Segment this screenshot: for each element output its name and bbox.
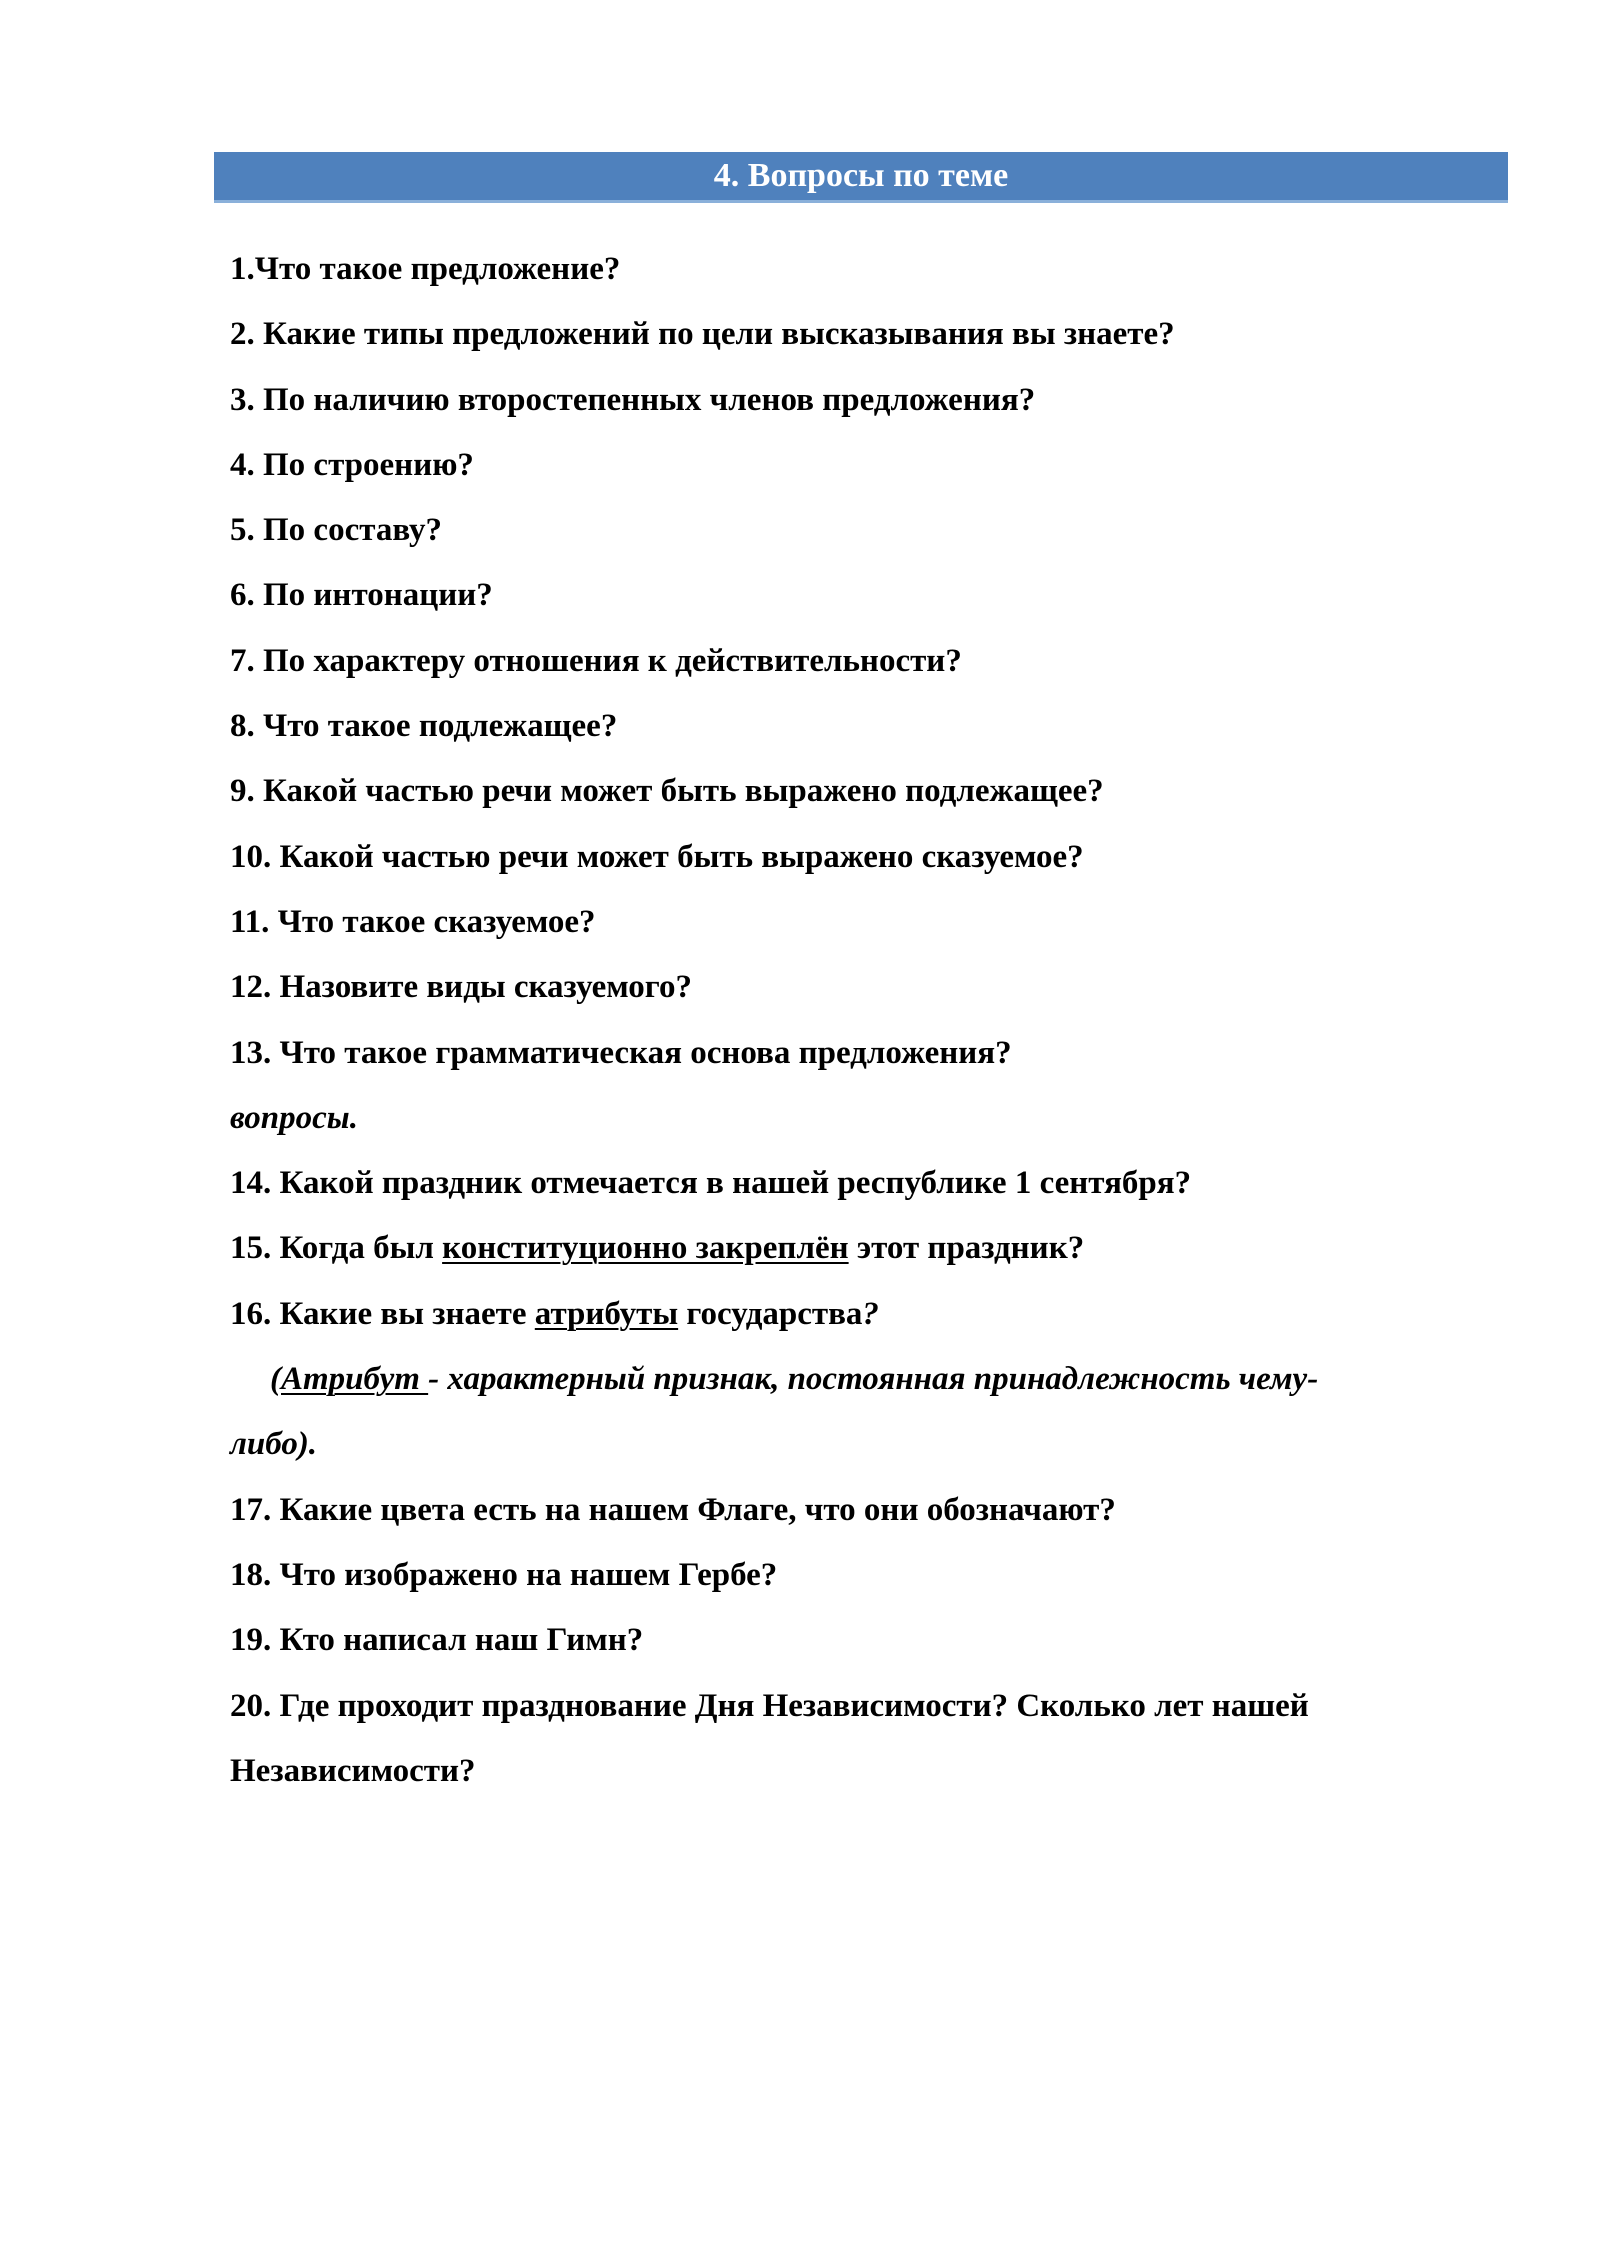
question-16-mark: ? [862,1295,879,1332]
question-13: 13. Что такое грамматическая основа предложения? [230,1034,1012,1071]
section-header-bar [214,152,1508,203]
question-20-line-1: 20. Где проходит празднование Дня Независимости? Сколько лет нашей [230,1687,1309,1724]
question-16 [230,1282,1510,1347]
question-16-middle: государства [678,1295,863,1332]
question-4: 4. По строению? [230,446,474,483]
question-1: 1.Что такое предложение? [230,251,621,287]
definition-text: - характерный признак, постоянная принадлежность чему- [428,1361,1319,1398]
definition-term: Атрибут [281,1361,429,1398]
question-17: 17. Какие цвета есть на нашем Флаге, что они обозначают? [230,1491,1116,1528]
questions-list [230,237,1510,1804]
question-20-line-2: Независимости? [230,1752,476,1789]
question-5: 5. По составу? [230,512,443,549]
question-16-underlined: атрибуты [534,1295,679,1332]
definition-open: ( [270,1361,281,1398]
question-11: 11. Что такое сказуемое? [230,903,596,940]
question-3: 3. По наличию второстепенных членов предложения? [230,381,1036,418]
question-15-end: этот праздник? [848,1230,1085,1267]
question-2: 2. Какие типы предложений по цели высказывания вы знаете? [230,316,1175,353]
question-14: 14. Какой праздник отмечается в нашей республике 1 сентября? [230,1165,1192,1202]
section-title: 4. Вопросы по теме [713,157,1009,194]
definition-line-1 [230,1347,1510,1412]
question-9: 9. Какой частью речи может быть выражено подлежащее? [230,773,1104,810]
definition-line-2: либо). [230,1426,318,1463]
question-6: 6. По интонации? [230,577,493,614]
question-15-underlined: конституционно закреплён [442,1230,849,1267]
question-18: 18. Что изображено на нашем Гербе? [230,1556,778,1593]
question-15 [230,1216,1510,1281]
question-10: 10. Какой частью речи может быть выражено сказуемое? [230,838,1084,875]
question-8: 8. Что такое подлежащее? [230,708,618,745]
question-15-start: 15. Когда был [230,1230,443,1267]
question-16-start: 16. Какие вы знаете [230,1295,535,1332]
question-19: 19. Кто написал наш Гимн? [230,1622,644,1659]
question-12: 12. Назовите виды сказуемого? [230,969,692,1006]
questions-note: вопросы. [230,1099,358,1136]
question-7: 7. По характеру отношения к действительности? [230,642,962,679]
